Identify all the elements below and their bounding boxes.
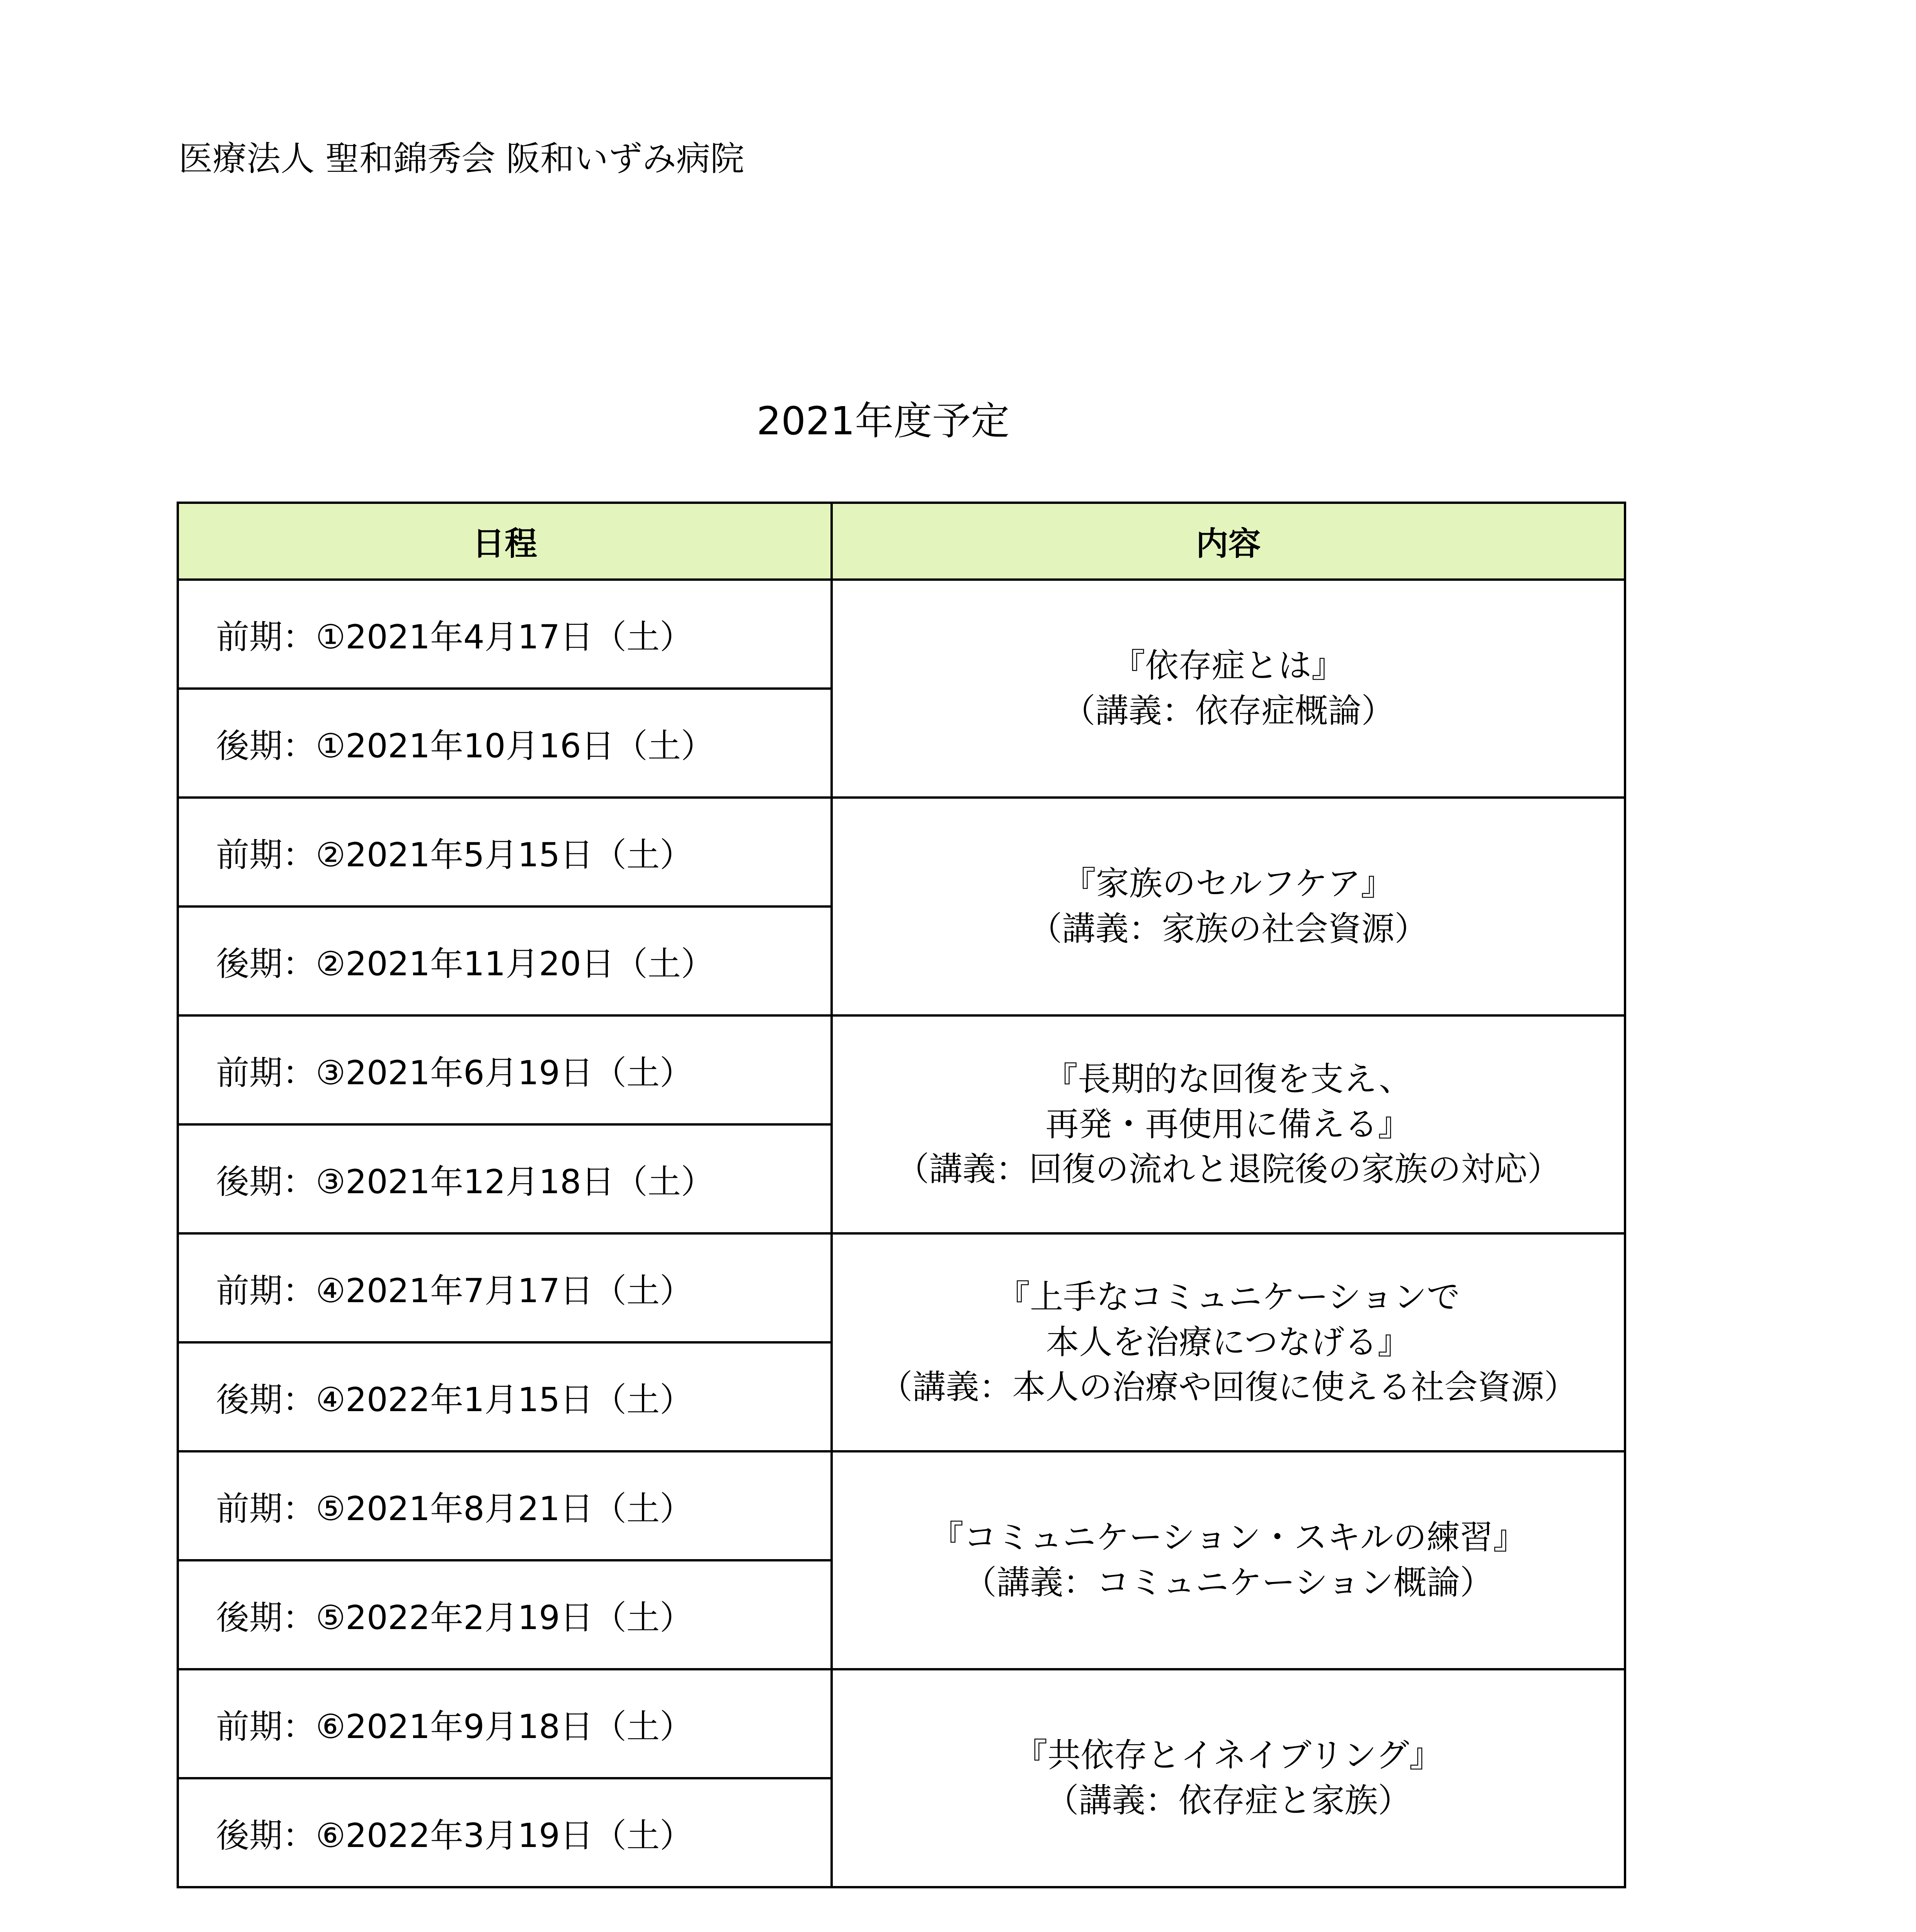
- content-line: 本人を治療につなげる』: [1046, 1323, 1411, 1362]
- schedule-table: [177, 502, 1626, 1888]
- session-content: [832, 1669, 1625, 1887]
- content-line: （講義：コミュニケーション概論）: [963, 1563, 1493, 1602]
- table-row: [178, 1015, 1625, 1124]
- content-line: 『上手なコミュニケーションで: [997, 1277, 1460, 1316]
- first-term-date: 前期：⑥2021年9月18日（土）: [178, 1669, 832, 1778]
- content-line: 『共依存とイネイブリング』: [1014, 1736, 1443, 1775]
- session-content: [832, 1451, 1625, 1669]
- second-term-date: 後期：②2021年11月20日（土）: [178, 906, 832, 1015]
- content-line: 『家族のセルフケア』: [1062, 864, 1394, 903]
- table-row: [178, 1233, 1625, 1342]
- content-line: 再発・再使用に備える』: [1045, 1105, 1411, 1144]
- first-term-date: 前期：①2021年4月17日（土）: [178, 580, 832, 689]
- second-term-date: 後期：④2022年1月15日（土）: [178, 1342, 832, 1451]
- content-line: 『依存症とは』: [1112, 646, 1345, 685]
- session-content: [832, 580, 1625, 798]
- content-line: 『コミュニケーション・スキルの練習』: [930, 1518, 1526, 1557]
- content-line: （講義：回復の流れと退院後の家族の対応）: [896, 1150, 1561, 1189]
- header-content: 内容: [832, 503, 1625, 580]
- first-term-date: 前期：③2021年6月19日（土）: [178, 1015, 832, 1124]
- content-line: （講義：本人の治療や回復に使える社会資源）: [879, 1368, 1577, 1407]
- table-row: [178, 798, 1625, 906]
- session-content: [832, 1233, 1625, 1451]
- table-header-row: [178, 503, 1625, 580]
- header-schedule: 日程: [178, 503, 832, 580]
- second-term-date: 後期：①2021年10月16日（土）: [178, 689, 832, 798]
- second-term-date: 後期：⑤2022年2月19日（土）: [178, 1560, 832, 1669]
- content-line: （講義：依存症概論）: [1062, 692, 1395, 730]
- session-content: [832, 798, 1625, 1015]
- first-term-date: 前期：②2021年5月15日（土）: [178, 798, 832, 906]
- organization-name: 医療法人 聖和錦秀会 阪和いずみ病院: [179, 139, 744, 179]
- page-title: 2021年度予定: [756, 398, 1010, 444]
- first-term-date: 前期：⑤2021年8月21日（土）: [178, 1451, 832, 1560]
- session-content: [832, 1015, 1625, 1233]
- table-row: [178, 1669, 1625, 1778]
- second-term-date: 後期：⑥2022年3月19日（土）: [178, 1778, 832, 1887]
- first-term-date: 前期：④2021年7月17日（土）: [178, 1233, 832, 1342]
- table-row: [178, 580, 1625, 689]
- second-term-date: 後期：③2021年12月18日（土）: [178, 1124, 832, 1233]
- content-line: （講義：家族の社会資源）: [1029, 910, 1428, 948]
- content-line: （講義：依存症と家族）: [1045, 1781, 1411, 1820]
- content-line: 『長期的な回復を支え、: [1044, 1060, 1412, 1099]
- table-row: [178, 1451, 1625, 1560]
